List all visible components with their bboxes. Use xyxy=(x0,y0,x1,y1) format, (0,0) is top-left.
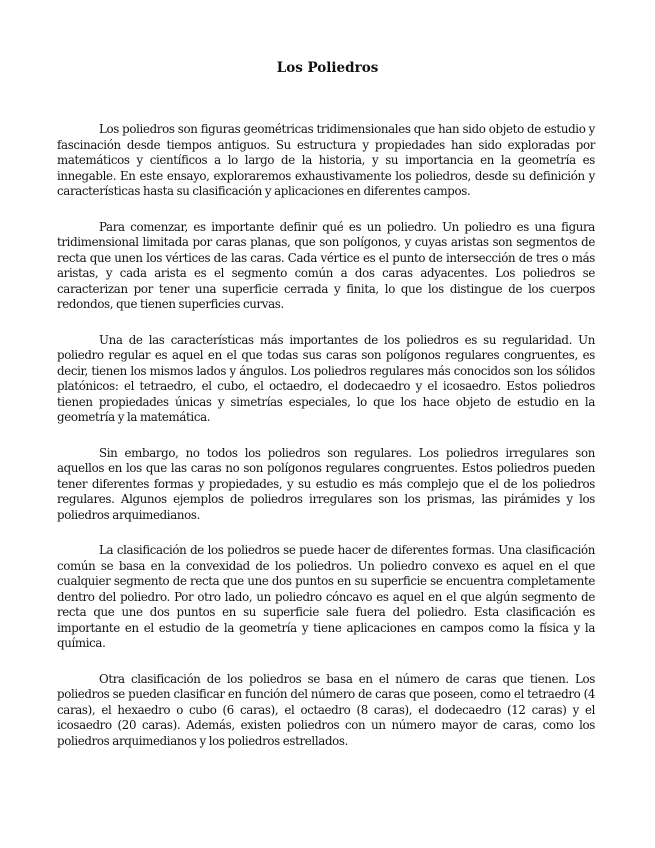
paragraph-1: Los poliedros son figuras geométricas tridimensionales que han sido objeto de estudio y fascinación desde tiempos antiguos. Su estructura y propiedades han sido exploradas por matemáticos y científicos a lo largo de la historia, y su importancia en la geometría es innegable. En este ensayo, exploraremos exhaustivamente los poliedros, desde su definición y características hasta su clasificación y aplicaciones en diferentes campos. xyxy=(57,122,595,198)
page-title: Los Poliedros xyxy=(276,60,379,76)
paragraph-2: Para comenzar, es importante definir qué es un poliedro. Un poliedro es una figura tridimensional limitada por caras planas, que son polígonos, y cuyas aristas son segmentos de recta que unen los vértices de las caras. Cada vértice es el punto de intersección de tres o más aristas, y cada arista es el segmento común a dos caras adyacentes. Los poliedros se caracterizan por tener una superficie cerrada y finita, lo que los distingue de los cuerpos redondos, que tienen superficies curvas. xyxy=(57,219,595,311)
document-body xyxy=(57,122,595,769)
paragraph-6: Otra clasificación de los poliedros se basa en el número de caras que tienen. Los poliedros se pueden clasificar en función del número de caras que poseen, como el tetraedro (4 caras), el hexaedro o cubo (6 caras), el octaedro (8 caras), el dodecaedro (12 caras) y el icosaedro (20 caras). Además, existen poliedros con un número mayor de caras, como los poliedros arquimedianos y los poliedros estrellados. xyxy=(57,671,595,748)
paragraph-3: Una de las características más importantes de los poliedros es su regularidad. Un poliedro regular es aquel en el que todas sus caras son polígonos regulares congruentes, es decir, tienen los mismos lados y ángulos. Los poliedros regulares más conocidos son los sólidos platónicos: el tetraedro, el cubo, el octaedro, el dodecaedro y el icosaedro. Estos poliedros tienen propiedades únicas y simetrías especiales, lo que los hace objeto de estudio en la geometría y la matemática. xyxy=(57,332,595,424)
paragraph-5: La clasificación de los poliedros se puede hacer de diferentes formas. Una clasificación común se basa en la convexidad de los poliedros. Un poliedro convexo es aquel en el que cualquier segmento de recta que une dos puntos en su superficie se encuentra completamente dentro del poliedro. Por otro lado, un poliedro cóncavo es aquel en el que algún segmento de recta que une dos puntos en su superficie sale fuera del poliedro. Esta clasificación es importante en el estudio de la geometría y tiene aplicaciones en campos como la física y la química. xyxy=(57,543,595,650)
paragraph-4: Sin embargo, no todos los poliedros son regulares. Los poliedros irregulares son aquellos en los que las caras no son polígonos regulares congruentes. Estos poliedros pueden tener diferentes formas y propiedades, y su estudio es más complejo que el de los poliedros regulares. Algunos ejemplos de poliedros irregulares son los prismas, las pirámides y los poliedros arquimedianos. xyxy=(57,445,595,522)
